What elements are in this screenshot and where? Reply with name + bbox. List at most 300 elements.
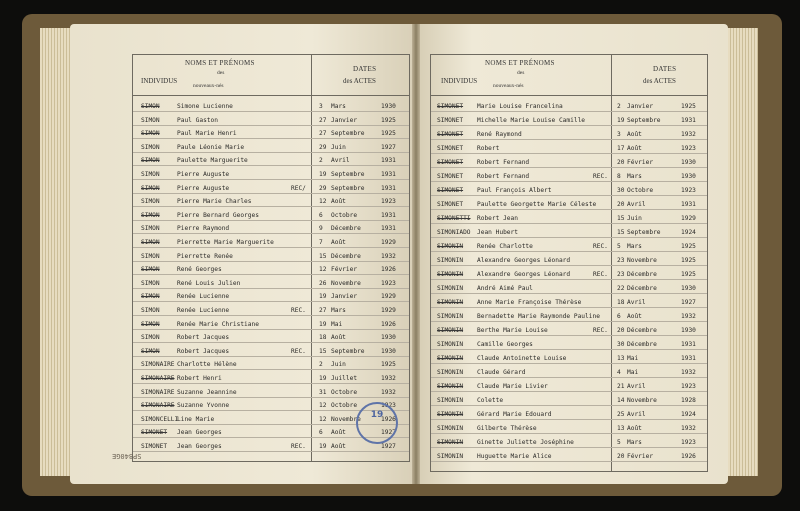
des-actes-label: des ACTES — [643, 77, 676, 85]
table-row — [133, 385, 409, 398]
row-surname: SIMON — [141, 225, 160, 233]
table-row — [133, 140, 409, 153]
row-surname: SIMONET — [437, 187, 464, 194]
row-day: 9 — [319, 225, 323, 233]
row-rule — [431, 279, 707, 280]
row-surname: SIMON — [141, 184, 160, 192]
row-month: Avril — [627, 299, 646, 306]
row-day: 2 — [617, 103, 621, 110]
row-rule — [431, 125, 707, 126]
individus-label: INDIVIDUS — [441, 77, 478, 85]
row-year: 1923 — [381, 198, 396, 206]
row-day: 27 — [319, 307, 327, 314]
row-rule — [431, 419, 707, 420]
row-surname: SIMONET — [437, 131, 464, 138]
table-row — [431, 141, 707, 154]
table-row — [431, 393, 707, 406]
row-rule — [431, 153, 707, 154]
row-names: Robert Fernand — [477, 173, 530, 180]
row-day: 15 — [617, 229, 625, 236]
row-names: Claude Antoinette Louise — [477, 355, 567, 362]
row-names: Huguette Marie Alice — [477, 453, 552, 460]
row-month: Juin — [331, 143, 346, 151]
row-surname: SIMON — [141, 307, 160, 314]
row-day: 19 — [617, 117, 625, 124]
row-month: Novembre — [627, 257, 657, 264]
row-day: 19 — [319, 320, 327, 328]
row-rule — [431, 167, 707, 168]
row-year: 1930 — [681, 159, 696, 166]
row-names: Jean Hubert — [477, 229, 518, 236]
row-day: 30 — [617, 341, 625, 348]
row-names: Gilberte Thérèse — [477, 425, 537, 432]
row-surname: SIMONIN — [437, 271, 464, 278]
row-day: 17 — [617, 145, 625, 152]
table-row — [431, 309, 707, 322]
row-month: Février — [627, 159, 654, 166]
row-names: Renée Lucienne — [177, 293, 230, 301]
table-row — [431, 407, 707, 420]
row-month: Août — [331, 443, 346, 450]
row-day: 20 — [617, 327, 625, 334]
row-surname: SIMON — [141, 266, 160, 274]
row-day: 20 — [617, 159, 625, 166]
row-surname: SIMONIN — [437, 453, 464, 460]
table-row — [431, 379, 707, 392]
row-day: 2 — [319, 157, 323, 165]
row-month: Octobre — [331, 388, 358, 396]
row-rule — [431, 405, 707, 406]
row-surname: SIMON — [141, 157, 160, 165]
row-month: Mai — [627, 355, 639, 362]
row-surname: SIMONIN — [437, 327, 464, 334]
row-month: Novembre — [627, 397, 657, 404]
row-names: René Raymond — [477, 131, 522, 138]
table-row — [133, 181, 409, 194]
row-month: Mars — [331, 103, 346, 110]
row-month: Août — [627, 313, 642, 320]
row-surname: SIMONIN — [437, 369, 464, 376]
row-rule — [431, 111, 707, 112]
row-month: Octobre — [331, 402, 358, 410]
row-day: 19 — [319, 443, 327, 450]
row-day: 3 — [319, 103, 323, 110]
row-surname: SIMONAIRE — [141, 402, 175, 410]
row-names: Alexandre Georges Léonard — [477, 257, 571, 264]
row-surname: SIMONIN — [437, 257, 464, 264]
row-names: Renée Charlotte — [477, 243, 533, 250]
row-day: 6 — [319, 211, 323, 219]
row-month: Septembre — [331, 347, 365, 355]
row-names: Paul François Albert — [477, 187, 552, 194]
row-rule — [431, 461, 707, 462]
row-day: 22 — [617, 285, 625, 292]
row-day: 20 — [617, 453, 625, 460]
row-surname: SIMONIN — [437, 439, 464, 446]
des-actes-label: des ACTES — [343, 77, 376, 85]
row-names: Suzanne Yvonne — [177, 402, 230, 410]
row-month: Mars — [331, 307, 346, 314]
row-year: 1932 — [681, 369, 696, 376]
table-row — [133, 167, 409, 180]
row-surname: SIMONET — [437, 201, 464, 208]
row-year: 1927 — [381, 443, 396, 450]
row-rule — [133, 451, 409, 452]
row-surname: SIMONCELLI — [141, 415, 179, 423]
row-surname: SIMONET — [141, 429, 168, 437]
row-surname: SIMON — [141, 347, 160, 355]
row-month: Mars — [627, 243, 642, 250]
row-month: Septembre — [627, 117, 661, 124]
row-year: 1932 — [681, 425, 696, 432]
row-names: Renée Marie Christiane — [177, 320, 259, 328]
row-rule — [431, 293, 707, 294]
row-surname: SIMONIN — [437, 243, 464, 250]
table-row — [133, 194, 409, 207]
row-day: 12 — [319, 415, 327, 423]
row-names: Gérard Marie Edouard — [477, 411, 552, 418]
row-year: 1931 — [681, 355, 696, 362]
table-row — [133, 126, 409, 139]
row-day: 15 — [319, 347, 327, 355]
table-row — [431, 421, 707, 434]
row-names: André Aimé Paul — [477, 285, 533, 292]
row-surname: SIMONAIRE — [141, 388, 175, 396]
table-row — [133, 371, 409, 384]
row-surname: SIMONAIRE — [141, 361, 175, 369]
table-row — [133, 330, 409, 343]
row-month: Février — [331, 266, 358, 274]
table-row — [431, 127, 707, 140]
row-surname: SIMON — [141, 239, 160, 246]
row-surname: SIMONIN — [437, 425, 464, 432]
row-day: 19 — [319, 171, 327, 178]
table-row — [431, 281, 707, 294]
row-names: Robert Henri — [177, 375, 222, 382]
row-month: Décembre — [627, 327, 657, 334]
row-surname: SIMON — [141, 116, 160, 124]
row-year: 1923 — [381, 279, 396, 287]
row-year: 1931 — [381, 225, 396, 233]
names-title: NOMS ET PRÉNOMS — [185, 59, 255, 67]
row-month: Août — [627, 145, 642, 152]
stamp-number: 19 — [370, 410, 384, 420]
table-row — [431, 351, 707, 364]
row-year: 1931 — [681, 117, 696, 124]
table-row — [431, 169, 707, 182]
right-table-header — [431, 55, 707, 96]
row-day: 19 — [319, 293, 327, 301]
row-month: Mars — [627, 173, 642, 180]
row-day: 8 — [617, 173, 621, 180]
row-surname: SIMONIN — [437, 313, 464, 320]
row-rule — [431, 195, 707, 196]
left-register-table — [132, 54, 410, 462]
row-month: Janvier — [331, 116, 358, 124]
table-row — [133, 235, 409, 248]
row-year: 1923 — [681, 145, 696, 152]
row-day: 3 — [617, 131, 621, 138]
right-register-table — [430, 54, 708, 472]
table-row — [431, 211, 707, 224]
row-rule — [431, 181, 707, 182]
table-row — [431, 295, 707, 308]
row-rule — [431, 335, 707, 336]
row-surname: SIMON — [141, 143, 160, 151]
row-month: Août — [331, 334, 346, 342]
row-month: Avril — [627, 411, 646, 418]
row-surname: SIMONAIRE — [141, 375, 175, 382]
row-month: Septembre — [331, 171, 365, 178]
row-names: Pierre Raymond — [177, 225, 230, 233]
table-row — [431, 449, 707, 462]
row-month: Novembre — [331, 279, 361, 287]
row-month: Novembre — [331, 415, 361, 423]
row-names: Jean Georges — [177, 443, 222, 450]
row-names: René Louis Julien — [177, 279, 241, 287]
row-surname: SIMON — [141, 130, 160, 138]
row-year: 1930 — [681, 173, 696, 180]
table-row — [133, 208, 409, 221]
row-year: 1925 — [681, 257, 696, 264]
row-month: Décembre — [331, 225, 361, 233]
table-row — [133, 249, 409, 262]
row-month: Juin — [331, 361, 346, 369]
row-surname: SIMONET — [437, 159, 464, 166]
row-names: Robert Fernand — [477, 159, 530, 166]
row-day: 27 — [319, 116, 327, 124]
row-year: 1926 — [381, 415, 396, 423]
row-day: 13 — [617, 425, 625, 432]
row-day: 18 — [617, 299, 625, 306]
row-names: Paulette Marguerite — [177, 157, 248, 165]
row-year: 1923 — [681, 439, 696, 446]
row-surname: SIMON — [141, 279, 160, 287]
row-surname: SIMONIN — [437, 383, 464, 390]
row-day: 31 — [319, 388, 327, 396]
table-row — [431, 267, 707, 280]
row-year: 1930 — [381, 103, 396, 110]
row-year: 1925 — [381, 116, 396, 124]
row-names: Robert Jean — [477, 215, 518, 222]
row-rule — [431, 377, 707, 378]
row-tag: REC. — [593, 243, 608, 250]
row-surname: SIMON — [141, 252, 160, 260]
row-names: Pierre Bernard Georges — [177, 211, 259, 219]
row-month: Décembre — [331, 252, 361, 260]
row-names: Robert — [477, 145, 500, 152]
row-names: Alexandre Georges Léonard — [477, 271, 571, 278]
row-day: 29 — [319, 143, 327, 151]
row-names: Colette — [477, 397, 504, 404]
table-row — [133, 153, 409, 166]
row-year: 1931 — [681, 341, 696, 348]
row-day: 12 — [319, 402, 327, 410]
table-row — [431, 435, 707, 448]
row-day: 30 — [617, 187, 625, 194]
table-row — [431, 225, 707, 238]
table-row — [431, 113, 707, 126]
row-rule — [431, 349, 707, 350]
row-month: Septembre — [331, 130, 365, 138]
row-rule — [431, 265, 707, 266]
row-names: Line Marie — [177, 415, 215, 423]
row-day: 15 — [319, 252, 327, 260]
row-names: Paulette Georgette Marie Céleste — [477, 201, 597, 208]
row-year: 1929 — [681, 215, 696, 222]
row-month: Mai — [627, 369, 639, 376]
row-names: Paul Gaston — [177, 116, 218, 124]
row-month: Août — [331, 198, 346, 206]
row-month: Janvier — [331, 293, 358, 301]
row-day: 13 — [617, 355, 625, 362]
row-names: Pierre Marie Charles — [177, 198, 252, 206]
row-month: Septembre — [627, 229, 661, 236]
row-year: 1924 — [681, 411, 696, 418]
row-month: Février — [627, 453, 654, 460]
row-tag: REC. — [593, 327, 608, 334]
row-names: Claude Marie Livier — [477, 383, 548, 390]
row-surname: SIMON — [141, 103, 160, 110]
row-names: Claude Gérard — [477, 369, 526, 376]
row-year: 1930 — [681, 327, 696, 334]
row-year: 1927 — [381, 143, 396, 151]
row-year: 1928 — [681, 397, 696, 404]
row-names: Renée Lucienne — [177, 307, 230, 314]
row-surname: SIMONIADO — [437, 229, 471, 236]
row-year: 1926 — [381, 320, 396, 328]
table-row — [133, 303, 409, 316]
nouveaux-label: nouveaux-nés — [493, 83, 524, 89]
row-names: Robert Jacques — [177, 334, 230, 342]
row-day: 20 — [617, 201, 625, 208]
row-day: 14 — [617, 397, 625, 404]
row-tag: REC/ — [291, 184, 306, 192]
table-row — [133, 113, 409, 126]
row-day: 6 — [319, 429, 323, 437]
row-day: 12 — [319, 198, 327, 206]
row-month: Décembre — [627, 341, 657, 348]
row-year: 1931 — [681, 201, 696, 208]
row-year: 1923 — [681, 383, 696, 390]
row-surname: SIMONET — [141, 443, 168, 450]
row-year: 1925 — [381, 130, 396, 138]
row-surname: SIMON — [141, 171, 160, 178]
row-month: Août — [331, 429, 346, 437]
row-names: Camille Georges — [477, 341, 533, 348]
table-row — [431, 239, 707, 252]
row-surname: SIMONETTI — [437, 215, 471, 222]
row-year: 1932 — [681, 313, 696, 320]
row-day: 2 — [319, 361, 323, 369]
row-day: 15 — [617, 215, 625, 222]
row-names: Pierre Auguste — [177, 171, 230, 178]
row-year: 1926 — [381, 266, 396, 274]
row-day: 19 — [319, 375, 327, 382]
row-month: Octobre — [331, 211, 358, 219]
row-day: 26 — [319, 279, 327, 287]
table-row — [133, 99, 409, 112]
row-month: Décembre — [627, 285, 657, 292]
row-surname: SIMONIN — [437, 285, 464, 292]
row-month: Avril — [627, 383, 646, 390]
row-month: Août — [331, 239, 346, 246]
row-names: Pierre Auguste — [177, 184, 230, 192]
page-edges-left — [40, 28, 70, 476]
row-day: 12 — [319, 266, 327, 274]
row-names: Paul Marie Henri — [177, 130, 237, 138]
row-names: Charlotte Hélène — [177, 361, 237, 369]
names-title: NOMS ET PRÉNOMS — [485, 59, 555, 67]
row-names: Suzanne Jeannine — [177, 388, 237, 396]
nouveaux-label: nouveaux-nés — [193, 83, 224, 89]
row-tag: REC. — [593, 173, 608, 180]
row-rule — [431, 139, 707, 140]
row-year: 1929 — [381, 307, 396, 314]
row-names: Pierrette Marie Marguerite — [177, 239, 274, 246]
row-surname: SIMONIN — [437, 411, 464, 418]
table-row — [431, 337, 707, 350]
archive-stamp — [356, 402, 398, 444]
row-year: 1925 — [681, 103, 696, 110]
row-year: 1931 — [381, 184, 396, 192]
table-row — [133, 344, 409, 357]
row-month: Janvier — [627, 103, 654, 110]
row-year: 1929 — [381, 239, 396, 246]
row-year: 1932 — [681, 131, 696, 138]
table-row — [431, 365, 707, 378]
row-year: 1926 — [681, 453, 696, 460]
row-year: 1923 — [381, 402, 396, 410]
table-row — [431, 323, 707, 336]
row-year: 1927 — [381, 429, 396, 437]
row-month: Octobre — [627, 187, 654, 194]
table-row — [133, 289, 409, 302]
dates-title: DATES — [353, 65, 377, 73]
row-surname: SIMONIN — [437, 355, 464, 362]
table-row — [133, 276, 409, 289]
individus-label: INDIVIDUS — [141, 77, 178, 85]
row-month: Mai — [331, 320, 343, 328]
row-year: 1925 — [681, 243, 696, 250]
row-names: Bernadette Marie Raymonde Pauline — [477, 313, 600, 320]
row-surname: SIMON — [141, 198, 160, 206]
row-day: 4 — [617, 369, 621, 376]
row-year: 1925 — [381, 361, 396, 369]
row-year: 1930 — [381, 334, 396, 342]
row-month: Avril — [331, 157, 350, 165]
row-names: Pierrette Renée — [177, 252, 233, 260]
row-tag: REC. — [291, 307, 306, 314]
row-tag: REC. — [291, 347, 306, 355]
row-year: 1930 — [381, 347, 396, 355]
row-day: 5 — [617, 439, 621, 446]
table-row — [133, 357, 409, 370]
row-names: Anne Marie Françoise Thérèse — [477, 299, 582, 306]
des-label: des — [217, 70, 225, 76]
row-year: 1930 — [681, 285, 696, 292]
row-day: 5 — [617, 243, 621, 250]
row-rule — [431, 363, 707, 364]
row-year: 1931 — [381, 211, 396, 219]
des-label: des — [517, 70, 525, 76]
row-surname: SIMONIN — [437, 341, 464, 348]
row-surname: SIMONIN — [437, 397, 464, 404]
row-month: Juillet — [331, 375, 358, 382]
row-names: Marie Louise Francelina — [477, 103, 563, 110]
row-names: Simone Lucienne — [177, 103, 233, 110]
row-year: 1932 — [381, 375, 396, 382]
